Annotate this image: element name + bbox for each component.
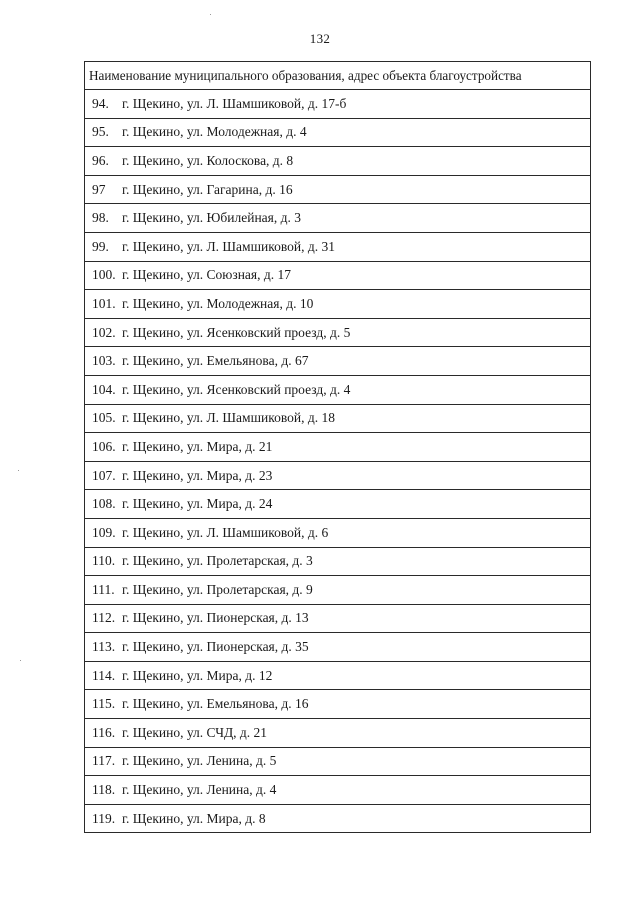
table-row <box>85 204 591 233</box>
table-cell <box>85 118 591 147</box>
row-number: 100. <box>92 267 116 283</box>
row-number: 115. <box>92 696 116 712</box>
row-number: 111. <box>92 581 115 597</box>
row-number: 98. <box>92 210 109 226</box>
table-row <box>85 576 591 605</box>
table-cell <box>85 804 591 833</box>
table-row <box>85 290 591 319</box>
table-row <box>85 461 591 490</box>
table-cell <box>85 290 591 319</box>
row-address: г. Щекино, ул. Емельянова, д. 67 <box>122 353 309 369</box>
table-cell <box>85 719 591 748</box>
row-address: г. Щекино, ул. Мира, д. 12 <box>122 667 273 683</box>
table-cell <box>85 747 591 776</box>
table-cell <box>85 490 591 519</box>
row-address: г. Щекино, ул. Юбилейная, д. 3 <box>122 210 301 226</box>
row-number: 110. <box>92 553 116 569</box>
row-number: 107. <box>92 467 116 483</box>
row-number: 109. <box>92 524 116 540</box>
table-row <box>85 90 591 119</box>
row-address: г. Щекино, ул. Пролетарская, д. 9 <box>122 581 313 597</box>
table-cell <box>85 147 591 176</box>
row-address: г. Щекино, ул. Мира, д. 23 <box>122 467 273 483</box>
table-row <box>85 604 591 633</box>
table-row <box>85 433 591 462</box>
row-address: г. Щекино, ул. Мира, д. 8 <box>122 810 266 826</box>
row-address: г. Щекино, ул. Пионерская, д. 13 <box>122 610 309 626</box>
table-row <box>85 547 591 576</box>
scan-speck <box>18 470 19 471</box>
scan-speck <box>210 14 211 15</box>
table-row <box>85 375 591 404</box>
table-row <box>85 776 591 805</box>
row-number: 105. <box>92 410 116 426</box>
row-address: г. Щекино, ул. Молодежная, д. 10 <box>122 295 314 311</box>
row-number: 99. <box>92 238 109 254</box>
table-row <box>85 690 591 719</box>
address-table <box>84 61 591 833</box>
row-address: г. Щекино, ул. Пролетарская, д. 3 <box>122 553 313 569</box>
table-cell <box>85 576 591 605</box>
table-cell <box>85 776 591 805</box>
row-number: 101. <box>92 295 116 311</box>
page-number: 132 <box>309 31 331 46</box>
row-address: г. Щекино, ул. Мира, д. 24 <box>122 496 273 512</box>
table-cell <box>85 404 591 433</box>
table-row <box>85 747 591 776</box>
table-row <box>85 661 591 690</box>
table-cell <box>85 604 591 633</box>
table-cell <box>85 461 591 490</box>
table-row <box>85 261 591 290</box>
row-number: 108. <box>92 496 116 512</box>
table-row <box>85 118 591 147</box>
row-address: г. Щекино, ул. Л. Шамшиковой, д. 6 <box>122 524 329 540</box>
row-number: 97 <box>92 181 106 197</box>
row-address: г. Щекино, ул. Колоскова, д. 8 <box>122 152 294 168</box>
row-address: г. Щекино, ул. Ясенковский проезд, д. 4 <box>122 381 351 397</box>
table-row <box>85 147 591 176</box>
row-number: 116. <box>92 724 116 740</box>
table-header-row <box>85 62 591 90</box>
row-address: г. Щекино, ул. Ленина, д. 4 <box>122 782 277 798</box>
row-address: г. Щекино, ул. Мира, д. 21 <box>122 438 273 454</box>
table-cell <box>85 261 591 290</box>
row-number: 106. <box>92 438 116 454</box>
row-number: 112. <box>92 610 116 626</box>
table-row <box>85 318 591 347</box>
row-number: 117. <box>92 753 116 769</box>
row-address: г. Щекино, ул. Л. Шамшиковой, д. 31 <box>122 238 335 254</box>
row-address: г. Щекино, ул. Молодежная, д. 4 <box>122 124 307 140</box>
row-number: 96. <box>92 152 109 168</box>
row-address: г. Щекино, ул. Л. Шамшиковой, д. 18 <box>122 410 335 426</box>
table-cell <box>85 232 591 261</box>
row-address: г. Щекино, ул. Союзная, д. 17 <box>122 267 291 283</box>
table-row <box>85 518 591 547</box>
row-number: 114. <box>92 667 116 683</box>
row-address: г. Щекино, ул. Л. Шамшиковой, д. 17-б <box>122 95 347 111</box>
table-row <box>85 175 591 204</box>
table-cell <box>85 204 591 233</box>
row-number: 102. <box>92 324 116 340</box>
table-cell <box>85 690 591 719</box>
row-address: г. Щекино, ул. Гагарина, д. 16 <box>122 181 293 197</box>
table-cell <box>85 90 591 119</box>
scan-speck <box>20 660 21 661</box>
row-number: 119. <box>92 810 116 826</box>
row-address: г. Щекино, ул. Ленина, д. 5 <box>122 753 277 769</box>
table-cell <box>85 347 591 376</box>
row-address: г. Щекино, ул. Емельянова, д. 16 <box>122 696 309 712</box>
row-address: г. Щекино, ул. Ясенковский проезд, д. 5 <box>122 324 351 340</box>
row-number: 103. <box>92 353 116 369</box>
table-cell <box>85 175 591 204</box>
table-body <box>85 90 591 833</box>
table-cell <box>85 375 591 404</box>
table-cell <box>85 318 591 347</box>
table-row <box>85 719 591 748</box>
row-address: г. Щекино, ул. СЧД, д. 21 <box>122 724 268 740</box>
table-header-cell: Наименование муниципального образования, адрес объекта благоустройства <box>85 62 591 90</box>
row-number: 94. <box>92 95 109 111</box>
row-number: 95. <box>92 124 109 140</box>
row-number: 104. <box>92 381 116 397</box>
table-cell <box>85 633 591 662</box>
table-cell <box>85 518 591 547</box>
table-row <box>85 404 591 433</box>
table-cell <box>85 433 591 462</box>
row-address: г. Щекино, ул. Пионерская, д. 35 <box>122 639 309 655</box>
table-row <box>85 633 591 662</box>
table-row <box>85 804 591 833</box>
table-row <box>85 490 591 519</box>
row-number: 113. <box>92 639 116 655</box>
table-row <box>85 347 591 376</box>
table-cell <box>85 547 591 576</box>
table-row <box>85 232 591 261</box>
row-number: 118. <box>92 782 116 798</box>
table-cell <box>85 661 591 690</box>
